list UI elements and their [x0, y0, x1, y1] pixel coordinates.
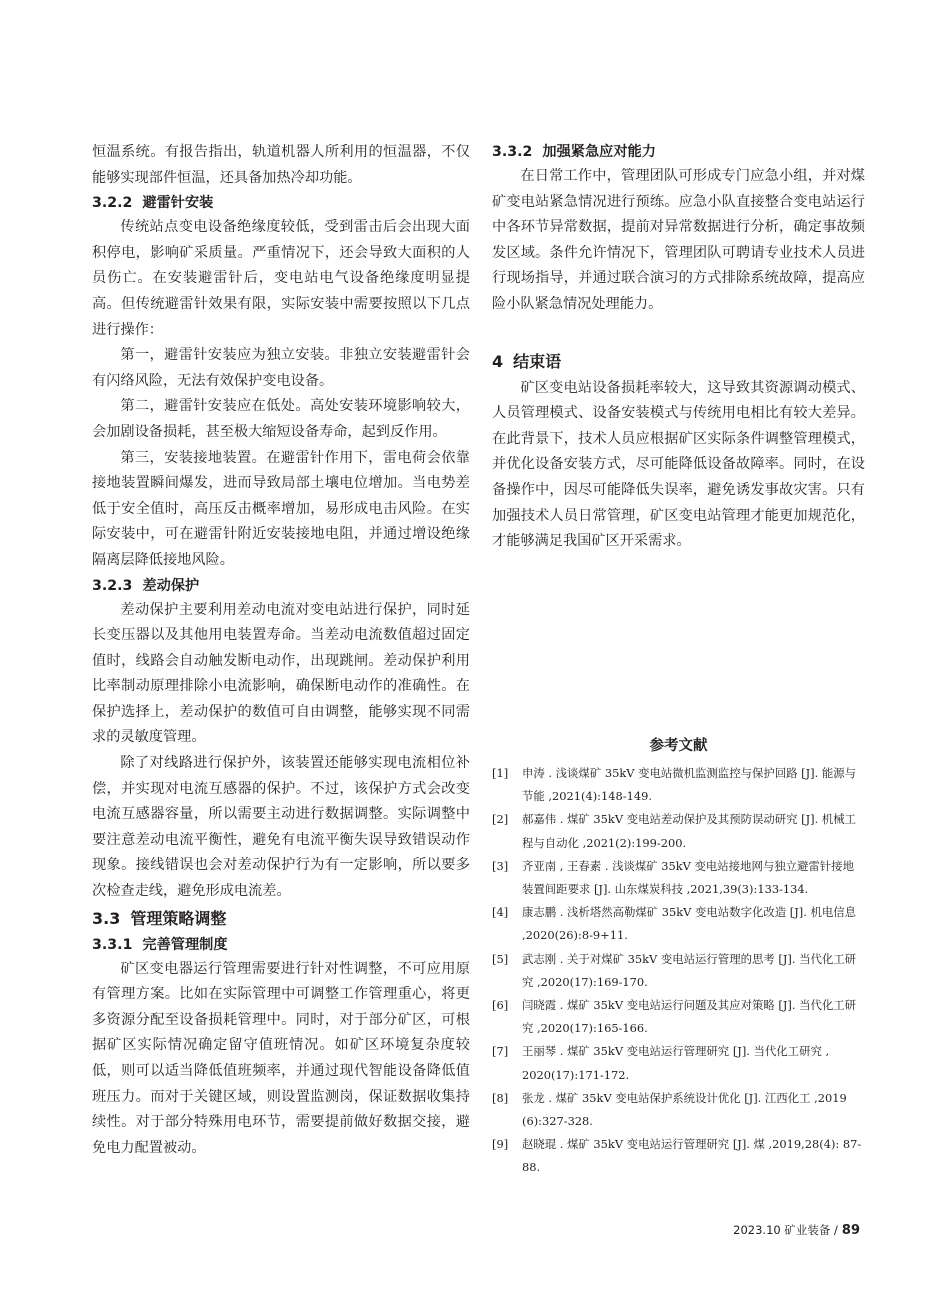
- reference-text: 王丽琴 . 煤矿 35kV 变电站运行管理研究 [J]. 当代化工研究 , 2020(17):171-172.: [522, 1044, 830, 1082]
- section-number: 3.2.3: [92, 577, 133, 594]
- references: [492, 736, 865, 1180]
- reference-text: 闫晓霞 . 煤矿 35kV 变电站运行问题及其应对策略 [J]. 当代化工研究 ,2020(17):165-166.: [522, 998, 857, 1036]
- paragraph: 差动保护主要利用差动电流对变电站进行保护，同时延长变压器以及其他用电装置寿命。当差动电流数值超过固定值时，线路会自动触发断电动作，出现跳闸。差动保护利用比率制动原理排除小电流影响，确保断电动作的准确性。在保护选择上，差动保护的数值可自由调整，能够实现不同需求的灵敏度管理。: [92, 601, 470, 746]
- section-number: 4: [492, 351, 504, 371]
- reference-number: [2]: [492, 812, 509, 827]
- paragraph: 传统站点变电设备绝缘度较低，受到雷击后会出现大面积停电，影响矿采质量。严重情况下，还会导致大面积的人员伤亡。在安装避雷针后，变电站电气设备绝缘度明显提高。但传统避雷针效果有限，实际安装中需要按照以下几点进行操作：: [92, 219, 470, 338]
- paragraph: 矿区变电站设备损耗率较大，这导致其资源调动模式、人员管理模式、设备安装模式与传统用电相比有较大差异。在此背景下，技术人员应根据矿区实际条件调整管理模式，并优化设备安装方式，尽可能降低设备故障率。同时，在设备操作中，因尽可能降低失误率，避免诱发事故灾害。只有加强技术人员日常管理，矿区变电站管理才能更加规范化，才能够满足我国矿区开采需求。: [492, 379, 865, 550]
- reference-number: [4]: [492, 905, 509, 920]
- reference-item: [492, 855, 865, 901]
- reference-item: [492, 1133, 865, 1179]
- reference-item: [492, 1087, 865, 1133]
- reference-text: 申涛 . 浅谈煤矿 35kV 变电站微机监测监控与保护回路 [J]. 能源与节能 ,2021(4):148-149.: [522, 766, 857, 804]
- section-title: 加强紧急应对能力: [542, 144, 656, 160]
- reference-text: 齐亚南 , 王春素 . 浅谈煤矿 35kV 变电站接地网与独立避雷针接地装置间距要求 [J]. 山东煤炭科技 ,2021,39(3):133-134.: [522, 858, 854, 897]
- section-title: 管理策略调整: [130, 908, 227, 928]
- section-heading-3-3-2: [492, 140, 865, 164]
- paragraph: 第二，避雷针安装应在低处。高处安装环境影响较大，会加剧设备损耗，甚至极大缩短设备寿命，起到反作用。: [92, 398, 470, 440]
- reference-text: 武志刚 . 关于对煤矿 35kV 变电站运行管理的思考 [J]. 当代化工研究 ,2020(17):169-170.: [522, 951, 857, 989]
- reference-item: [492, 762, 865, 808]
- section-title: 结束语: [513, 351, 562, 371]
- reference-number: [7]: [492, 1044, 509, 1059]
- section-heading-3-3: [92, 905, 470, 933]
- reference-item: [492, 994, 865, 1040]
- reference-number: [3]: [492, 858, 509, 873]
- page-footer: [733, 1221, 860, 1240]
- footer-issue: 2023.10 矿业装备 /: [733, 1223, 838, 1237]
- reference-text: 郝嘉伟 . 煤矿 35kV 变电站差动保护及其预防误动研究 [J]. 机械工程与自动化 ,2021(2):199-200.: [522, 812, 857, 850]
- section-number: 3.2.2: [92, 195, 133, 212]
- reference-number: [1]: [492, 766, 509, 780]
- page-number: 89: [841, 1223, 860, 1238]
- paragraph: 矿区变电器运行管理需要进行针对性调整，不可应用原有管理方案。比如在实际管理中可调整工作管理重心，将更多资源分配至设备损耗管理中。同时，对于部分矿区，可根据矿区实际情况确定留守值班情况。如矿区环境复杂度较低，则可以适当降低值班频率，并通过现代智能设备降低值班压力。而对于关键区域，则设置监测岗，保证数据收集持续性。对于部分特殊用电环节，需要提前做好数据交接，避免电力配置被动。: [92, 960, 470, 1156]
- reference-item: [492, 901, 865, 947]
- section-number: 3.3.1: [92, 936, 133, 953]
- section-title: 差动保护: [142, 577, 200, 594]
- references-title: 参考文献: [649, 738, 708, 754]
- section-number: 3.3: [92, 908, 121, 928]
- reference-number: [9]: [492, 1137, 509, 1152]
- reference-item: [492, 1040, 865, 1086]
- reference-text: 赵晓琨 . 煤矿 35kV 变电站运行管理研究 [J]. 煤 ,2019,28(4): 87-88.: [522, 1137, 862, 1175]
- paragraph: 除了对线路进行保护外，该装置还能够实现电流相位补偿，并实现对电流互感器的保护。不过，该保护方式会改变电流互感器容量，所以需要主动进行数据调整。实际调整中要注意差动电流平衡性，避免有电流平衡失误导致错误动作现象。接线错误也会对差动保护行为有一定影响，所以要多次检查走线，避免形成电流差。: [92, 755, 470, 900]
- reference-number: [8]: [492, 1090, 509, 1105]
- reference-item: [492, 948, 865, 994]
- section-number: 3.3.2: [492, 144, 533, 160]
- reference-text: 张龙 . 煤矿 35kV 变电站保护系统设计优化 [J]. 江西化工 ,2019 (6):327-328.: [522, 1090, 847, 1129]
- paragraph: 第一，避雷针安装应为独立安装。非独立安装避雷针会有闪络风险，无法有效保护变电设备。: [92, 347, 470, 389]
- paragraph: 在日常工作中，管理团队可形成专门应急小组，并对煤矿变电站紧急情况进行预练。应急小队直接整合变电站运行中各环节异常数据，提前对异常数据进行分析，确定事故频发区域。条件允许情况下，管理团队可聘请专业技术人员进行现场指导，并通过联合演习的方式排除系统故障，提高应险小队紧急情况处理能力。: [492, 168, 865, 312]
- section-title: 避雷针安装: [142, 195, 214, 212]
- reference-item: [492, 808, 865, 854]
- paragraph-intro: 恒温系统。有报告指出，轨道机器人所利用的恒温器，不仅能够实现部件恒温，还具备加热冷却功能。: [92, 144, 470, 186]
- section-heading-3-2-2: [92, 191, 470, 215]
- paragraph: 第三，安装接地装置。在避雷针作用下，雷电荷会依靠接地装置瞬间爆发，进而导致局部土壤电位增加。当电势差低于安全值时，高压反击概率增加，易形成电击风险。在实际安装中，可在避雷针附近安装接地电阻，并通过增设绝缘隔离层降低接地风险。: [92, 449, 470, 568]
- right-column: [492, 140, 865, 555]
- left-column: [92, 140, 470, 1161]
- section-heading-3-2-3: [92, 574, 470, 598]
- section-heading-3-3-1: [92, 933, 470, 957]
- reference-text: 康志鹏 . 浅析塔然高勒煤矿 35kV 变电站数字化改造 [J]. 机电信息 ,2020(26):8-9+11.: [522, 905, 857, 943]
- section-title: 完善管理制度: [142, 936, 228, 953]
- reference-number: [5]: [492, 951, 509, 966]
- reference-number: [6]: [492, 998, 509, 1013]
- section-heading-4: [492, 348, 865, 376]
